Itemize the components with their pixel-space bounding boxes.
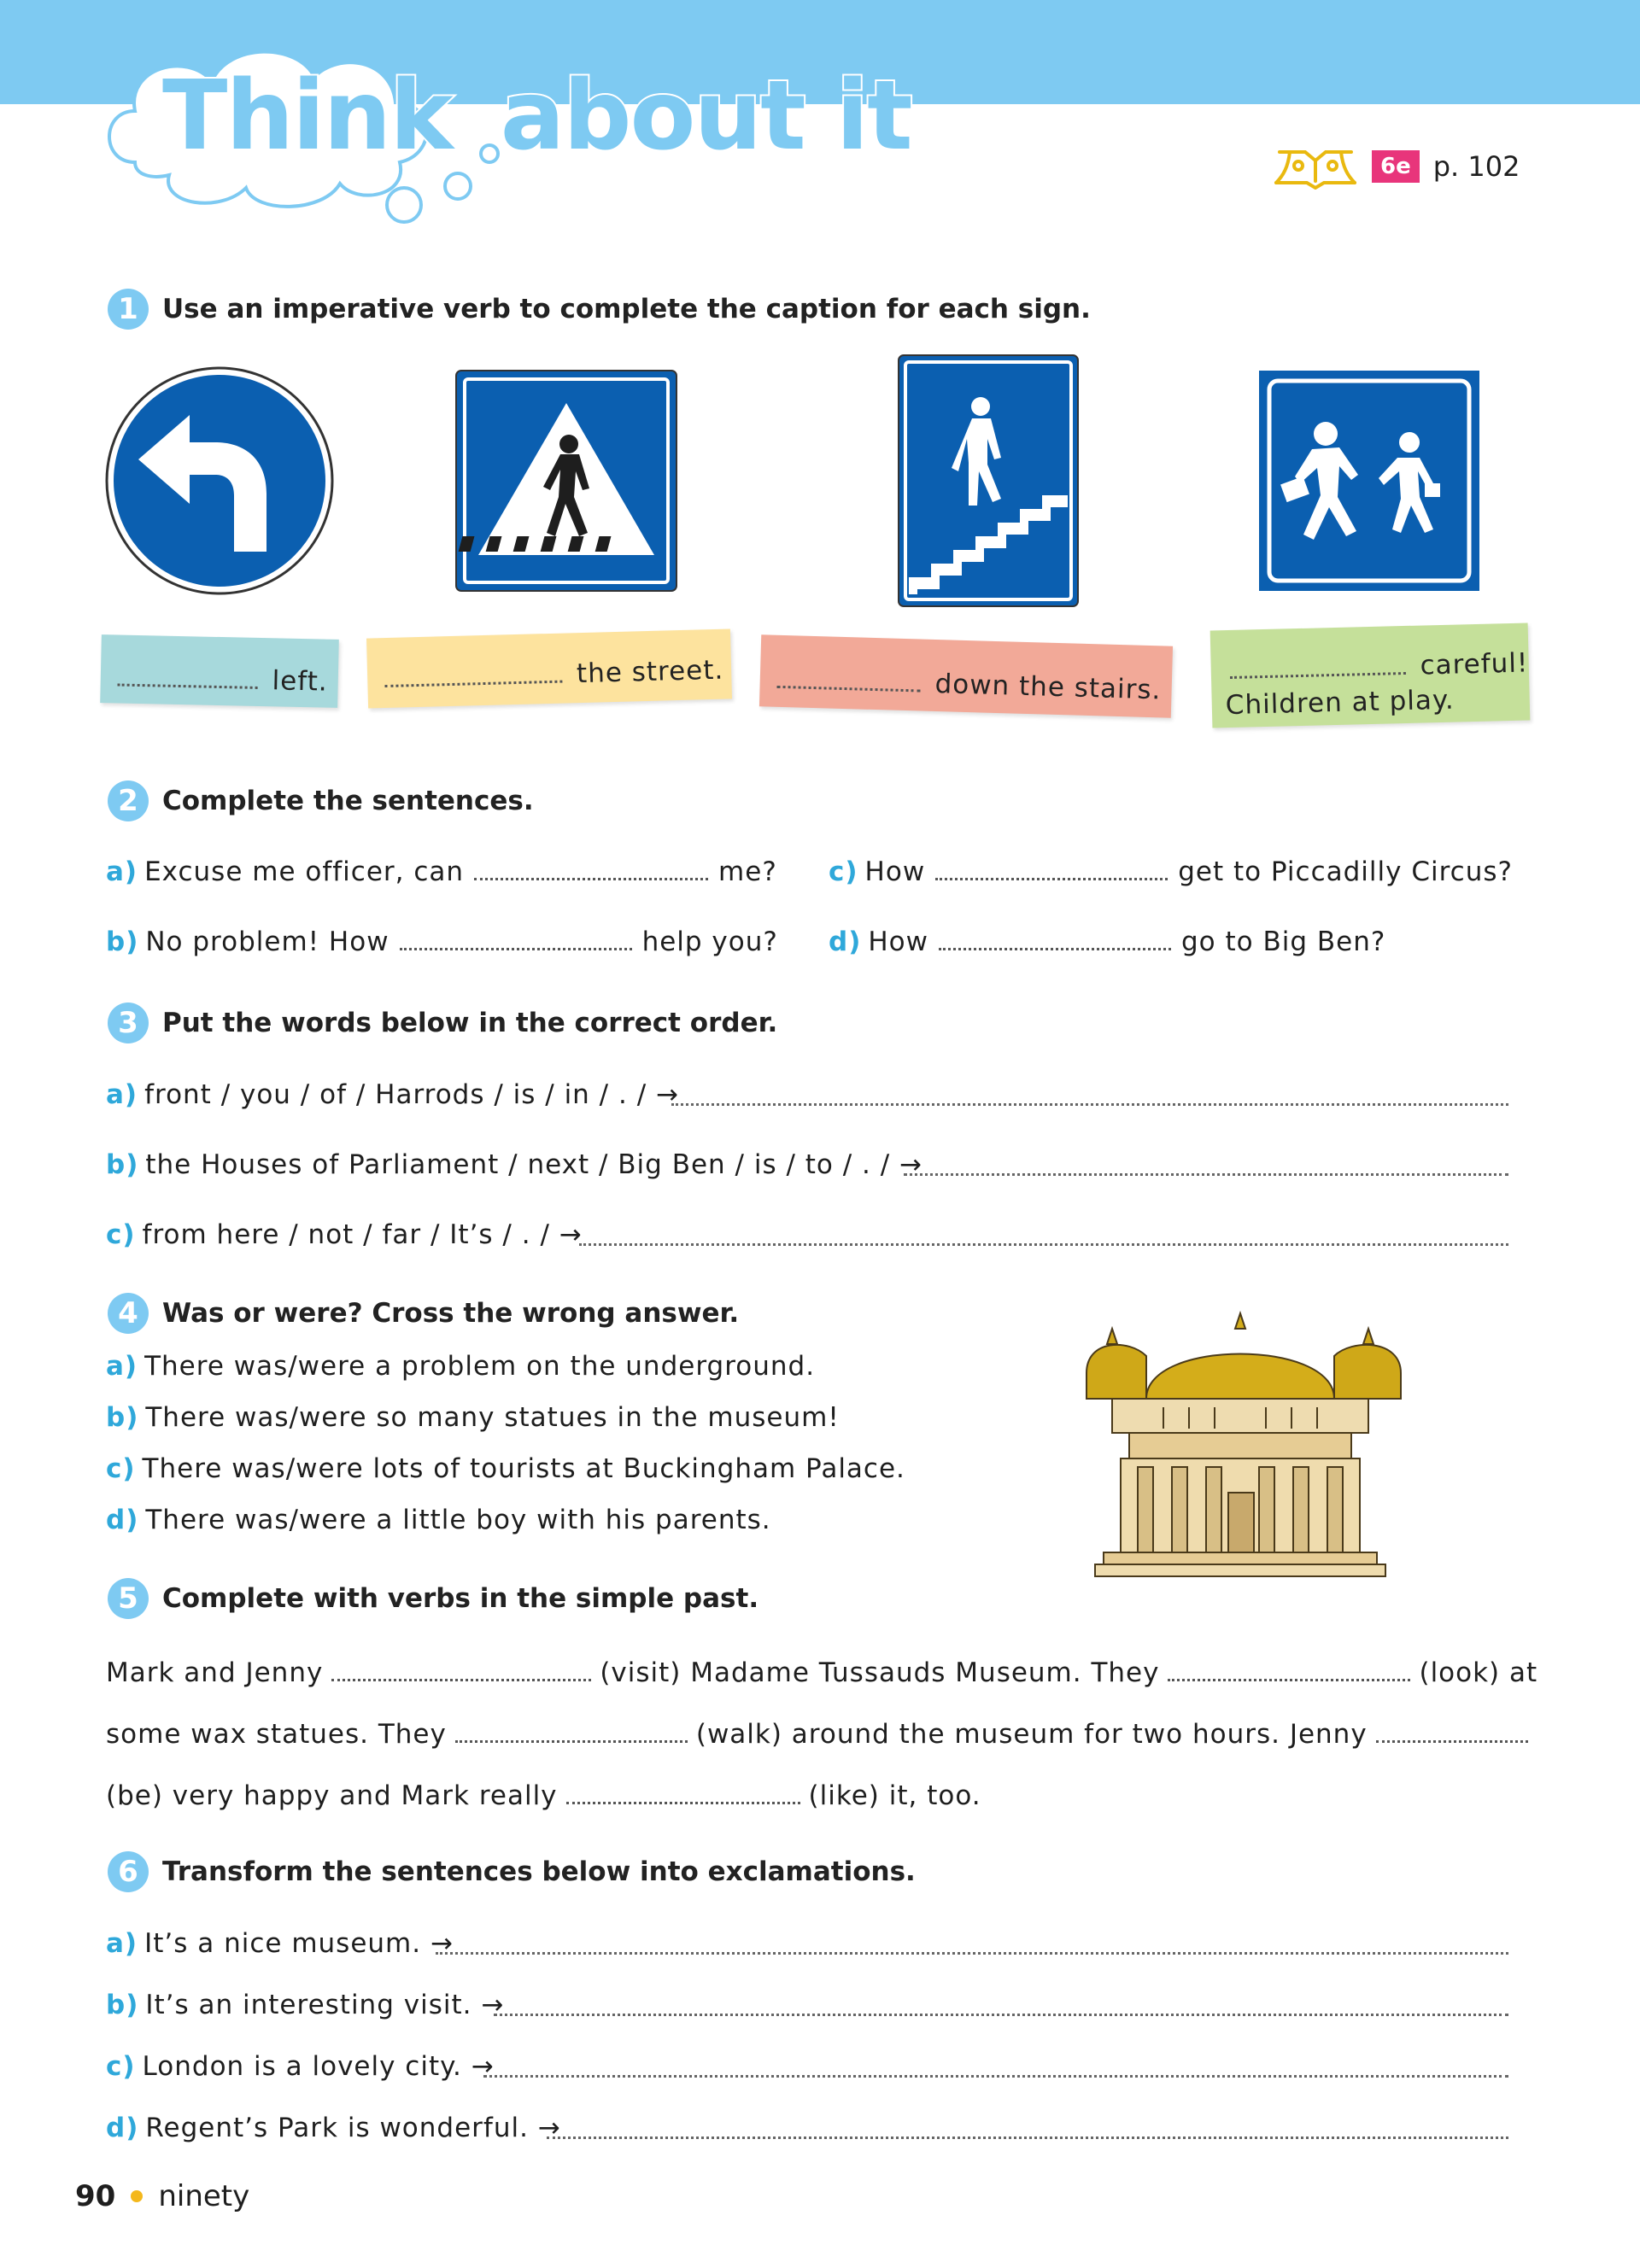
item-text: There was/were lots of tourists at Buckingham Palace. [142, 1453, 905, 1484]
ex2-item-a [106, 856, 777, 887]
answer-blank[interactable] [400, 926, 632, 950]
ex5-line-2 [106, 1718, 1528, 1750]
title-word-think: Think [162, 61, 452, 172]
exercise-6-header [108, 1851, 916, 1892]
item-text: some wax statues. They [106, 1719, 447, 1750]
item-label: b) [106, 1990, 139, 2020]
item-text: There was/were a little boy with his parents. [145, 1505, 771, 1535]
item-label: d) [106, 1505, 139, 1535]
item-label: a) [106, 1928, 138, 1959]
ex3-item-b [106, 1149, 922, 1180]
item-label: b) [106, 1402, 139, 1433]
page-reference [1273, 145, 1520, 188]
exercise-number: 1 [108, 289, 149, 330]
ex4-item-b[interactable] [106, 1402, 840, 1433]
ex2-item-b [106, 926, 778, 957]
item-text: No problem! How [145, 926, 390, 957]
exercise-number: 3 [108, 1002, 149, 1043]
ex3-item-a [106, 1079, 679, 1110]
answer-line[interactable] [671, 1103, 1508, 1106]
exercise-number: 5 [108, 1578, 149, 1619]
item-text: There was/were a problem on the underground. [144, 1351, 816, 1382]
exercise-number: 2 [108, 780, 149, 821]
item-label: d) [106, 2113, 139, 2143]
ex2-item-d [829, 926, 1385, 957]
item-label: b) [106, 1149, 139, 1180]
caption-text: down the stairs. [934, 668, 1162, 706]
item-label: c) [106, 1453, 136, 1484]
item-text: (visit) Madame Tussauds Museum. They [600, 1657, 1160, 1688]
exercise-number: 6 [108, 1851, 149, 1892]
ex4-item-c[interactable] [106, 1453, 905, 1484]
exercise-number: 4 [108, 1293, 149, 1334]
answer-blank[interactable] [939, 926, 1171, 950]
exercise-4-header [108, 1293, 739, 1334]
answer-line[interactable] [483, 2075, 1508, 2078]
children-crossing-sign [1257, 369, 1481, 593]
ex5-line-3 [106, 1780, 981, 1811]
item-text: go to Big Ben? [1181, 926, 1386, 957]
item-text: (like) it, too. [808, 1780, 981, 1811]
caption-street [366, 628, 732, 708]
item-text: me? [718, 856, 777, 887]
answer-blank[interactable] [1376, 1718, 1528, 1743]
page-word: ninety [158, 2179, 250, 2213]
item-label: a) [106, 1351, 138, 1382]
exercise-title: Use an imperative verb to complete the caption for each sign. [162, 294, 1091, 324]
turn-left-sign [104, 365, 335, 596]
answer-line[interactable] [904, 1173, 1508, 1176]
item-text: (be) very happy and Mark really [106, 1780, 558, 1811]
answer-line[interactable] [436, 1952, 1508, 1955]
item-text: Excuse me officer, can [144, 856, 465, 887]
caption-text: left. [272, 665, 329, 698]
item-text: How [864, 856, 926, 887]
exercise-title: Complete with verbs in the simple past. [162, 1583, 759, 1614]
caption-careful [1210, 623, 1531, 728]
ex5-line-1 [106, 1657, 1538, 1688]
caption-left [100, 634, 339, 708]
answer-blank[interactable] [1229, 650, 1406, 679]
item-label: b) [106, 926, 139, 957]
item-text: help you? [641, 926, 778, 957]
caption-text-line2: Children at play. [1225, 684, 1456, 722]
page-title [162, 61, 911, 172]
answer-blank[interactable] [777, 663, 922, 693]
caption-text: careful! [1420, 647, 1529, 681]
answer-blank[interactable] [1168, 1657, 1410, 1681]
item-label: d) [829, 926, 862, 957]
exercise-title: Was or were? Cross the wrong answer. [162, 1298, 740, 1329]
ex6-item-b [106, 1990, 504, 2020]
answer-line[interactable] [547, 2136, 1508, 2139]
exercise-1-header [108, 289, 1091, 330]
item-text: Regent’s Park is wonderful. → [145, 2113, 561, 2143]
ex3-item-c [106, 1219, 583, 1250]
item-text: London is a lovely city. → [142, 2051, 495, 2082]
answer-line[interactable] [579, 1243, 1508, 1246]
item-label: c) [829, 856, 858, 887]
page-number: 90 [75, 2179, 116, 2213]
title-word-about-it: about it [500, 61, 911, 172]
item-text: It’s an interesting visit. → [145, 1990, 505, 2020]
grade-badge: 6e [1372, 150, 1420, 183]
book-reading-icon [1273, 143, 1358, 190]
page-ref-text: p. 102 [1432, 150, 1520, 183]
item-label: c) [106, 1219, 136, 1250]
ex6-item-a [106, 1928, 454, 1959]
pedestrian-crossing-sign [454, 369, 678, 593]
answer-blank[interactable] [331, 1657, 591, 1681]
answer-blank[interactable] [384, 658, 563, 687]
answer-blank[interactable] [935, 856, 1168, 880]
exercise-title: Put the words below in the correct order. [162, 1008, 778, 1038]
item-text: from here / not / far / It’s / . / → [142, 1219, 583, 1250]
item-text: front / you / of / Harrods / is / in / . / → [144, 1079, 679, 1110]
answer-blank[interactable] [455, 1718, 688, 1743]
answer-blank[interactable] [566, 1780, 800, 1804]
item-text: get to Piccadilly Circus? [1178, 856, 1513, 887]
ex4-item-d[interactable] [106, 1505, 771, 1535]
exercise-5-header [108, 1578, 758, 1619]
museum-building-illustration [1078, 1305, 1409, 1580]
page-footer [75, 2179, 249, 2213]
answer-line[interactable] [494, 2014, 1508, 2016]
item-text: (walk) around the museum for two hours. Jenny [695, 1719, 1368, 1750]
item-text: (look) at [1419, 1657, 1538, 1688]
answer-blank[interactable] [118, 662, 259, 689]
exercise-title: Transform the sentences below into exclamations. [162, 1856, 916, 1887]
ex2-item-c [829, 856, 1513, 887]
item-text: Mark and Jenny [106, 1657, 324, 1688]
answer-blank[interactable] [474, 856, 708, 880]
bullet-dot-icon [131, 2190, 143, 2202]
item-label: a) [106, 1079, 138, 1110]
ex6-item-c [106, 2051, 495, 2082]
item-text: It’s a nice museum. → [144, 1928, 454, 1959]
item-label: a) [106, 856, 138, 887]
caption-stairs [759, 634, 1173, 717]
item-text: There was/were so many statues in the museum! [145, 1402, 840, 1433]
item-label: c) [106, 2051, 136, 2082]
exercise-title: Complete the sentences. [162, 786, 534, 816]
item-text: How [868, 926, 928, 957]
ex4-item-a[interactable] [106, 1351, 815, 1382]
ex6-item-d [106, 2113, 561, 2143]
exercise-2-header [108, 780, 534, 821]
item-text: the Houses of Parliament / next / Big Ben / is / to / . / → [145, 1149, 923, 1180]
exercise-3-header [108, 1002, 777, 1043]
stairs-down-sign [897, 354, 1080, 608]
caption-text: the street. [576, 654, 724, 690]
